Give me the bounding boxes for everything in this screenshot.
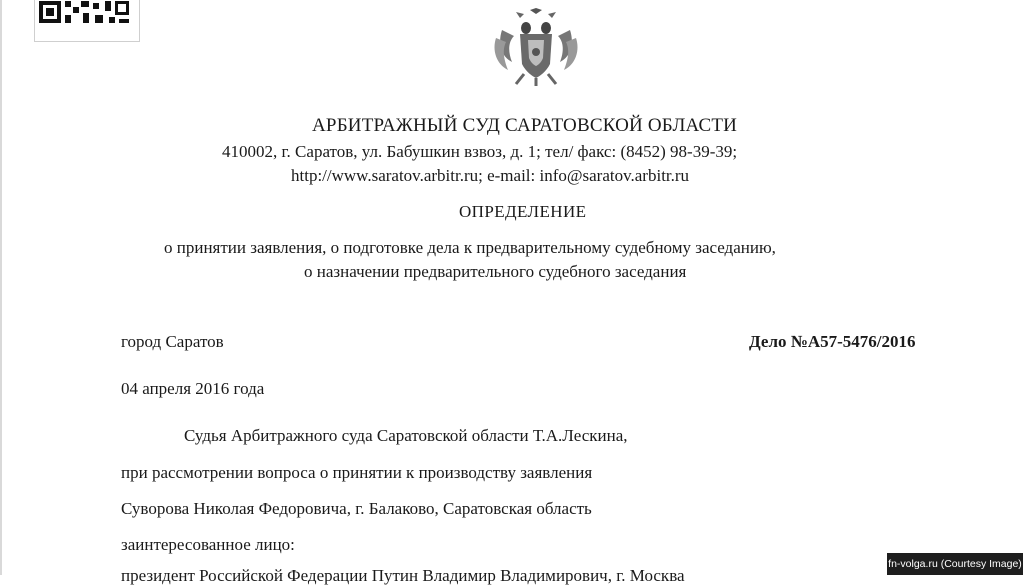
body-line: Судья Арбитражного суда Саратовской области Т.А.Лескина, (184, 426, 628, 445)
qr-code-icon (34, 0, 140, 42)
body-line: заинтересованное лицо: (121, 535, 295, 554)
document-date: 04 апреля 2016 года (121, 379, 265, 398)
body-line: при рассмотрении вопроса о принятии к производству заявления (121, 463, 593, 482)
page-edge (0, 0, 2, 575)
document-subject-line-1: о принятии заявления, о подготовке дела к предварительному судебному заседанию, (164, 238, 776, 257)
image-credit-badge: fn-volga.ru (Courtesy Image) (887, 553, 1023, 575)
court-name: АРБИТРАЖНЫЙ СУД САРАТОВСКОЙ ОБЛАСТИ (312, 115, 738, 136)
court-address: 410002, г. Саратов, ул. Бабушкин взвоз, д. 1; тел/ факс: (8452) 98-39-39; (222, 142, 738, 161)
document-subject-line-2: о назначении предварительного судебного заседания (304, 262, 687, 281)
document-city: город Саратов (121, 332, 224, 351)
court-contacts: http://www.saratov.arbitr.ru; e-mail: info@saratov.arbitr.ru (291, 166, 690, 185)
case-number: Дело №А57-5476/2016 (749, 332, 916, 351)
body-line: президент Российской Федерации Путин Владимир Владимирович, г. Москва (121, 566, 685, 585)
document-type: ОПРЕДЕЛЕНИЕ (459, 202, 587, 221)
coat-of-arms-icon (490, 8, 582, 88)
body-line: Суворова Николая Федоровича, г. Балаково, Саратовская область (121, 499, 592, 518)
